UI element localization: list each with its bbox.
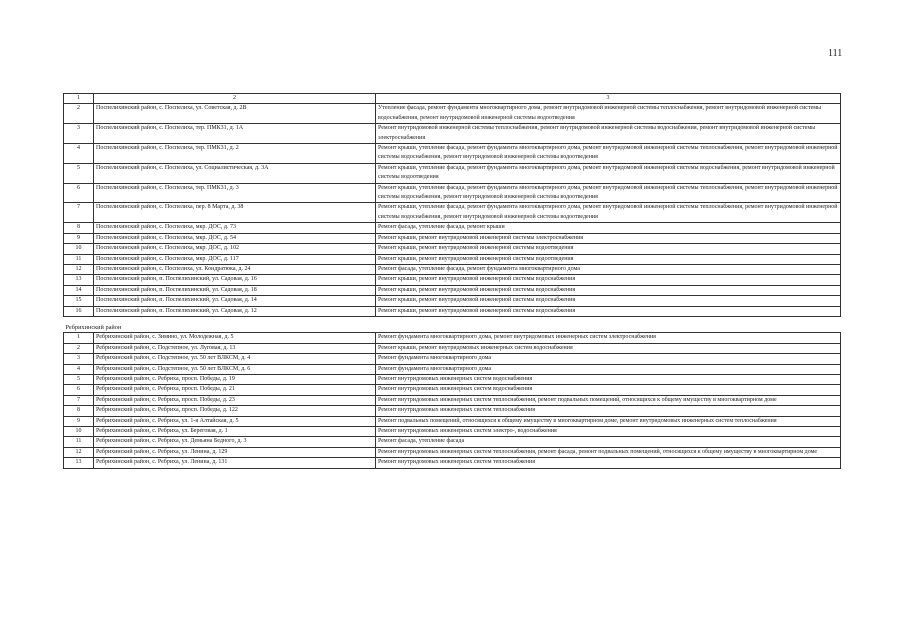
row-address: Поспелихинский район, с. Поспелиха, тер. ПМК31, д. 3 [94,183,376,203]
row-works: Ремонт подвальных помещений, относящихся к общему имуществу в многоквартирном доме, ремонт внутридомовых инженерных систем теплоснабжения [376,416,841,426]
table-header-row [64,94,841,104]
row-number: 14 [64,285,94,295]
row-address: Поспелихинский район, с. Поспелиха, мкр. ДОС, д. 102 [94,244,376,254]
row-number: 1 [64,333,94,343]
table-row [64,244,841,254]
table-row [64,233,841,243]
row-works: Ремонт фундамента многоквартирного дома [376,364,841,374]
row-address: Поспелихинский район, с. Поспелиха, пер. 8 Марта, д. 38 [94,203,376,223]
row-address: Ребрихинский район, с. Ребриха, просп. Победы, д. 23 [94,395,376,405]
row-works: Ремонт фасада, утепление фасада, ремонт фундамента многоквартирного дома [376,264,841,274]
row-number: 3 [64,124,94,144]
row-works: Ремонт фундамента многоквартирного дома, ремонт внутридомовых инженерных систем электроснабжения [376,333,841,343]
table-row [64,104,841,124]
row-address: Ребрихинский район, с. Подстепное, ул. 50 лет ВЛКСМ, д. 6 [94,364,376,374]
row-works: Ремонт внутридомовых инженерных систем электро-, водоснабжения [376,427,841,437]
table-row [64,183,841,203]
row-works: Ремонт фасада, утепление фасада, ремонт крыши [376,223,841,233]
row-works: Ремонт внутридомовой инженерной системы теплоснабжения, ремонт внутридомовой инженерной системы водоснабжения, ремонт внутридомовой инженерной системы электроснабжения [376,124,841,144]
table-row [64,264,841,274]
row-address: Ребрихинский район, с. Ребриха, просп. Победы, д. 21 [94,385,376,395]
row-works: Ремонт крыши, утепление фасада, ремонт фундамента многоквартирного дома, ремонт внутридомовой инженерной системы теплоснабжения, ремонт внутридомовой инженерной системы водоснабжения, ремонт внутридомовой инженерной системы водоотведения [376,144,841,164]
row-address: Ребрихинский район, с. Ребриха, ул. Демьяна Бедного, д. 3 [94,437,376,447]
row-number: 6 [64,183,94,203]
row-number: 16 [64,306,94,316]
row-address: Ребрихинский район, с. Ребриха, ул. Береговая, д. 1 [94,427,376,437]
row-works: Ремонт крыши, ремонт внутридомовых инженерных систем водоснабжения [376,343,841,353]
row-works: Ремонт крыши, ремонт внутридомовой инженерной системы водоотведения [376,254,841,264]
row-works: Ремонт внутридомовых инженерных систем теплоснабжения, ремонт фасада, ремонт подвальных помещений, относящихся к общему имуществу в многоквартирном доме [376,447,841,457]
row-address: Поспелихинский район, с. Поспелиха, мкр. ДОС, д. 117 [94,254,376,264]
row-number: 3 [64,354,94,364]
row-number: 5 [64,163,94,183]
row-number: 15 [64,296,94,306]
row-number: 11 [64,437,94,447]
row-works: Ремонт внутридомовых инженерных систем теплоснабжения [376,458,841,468]
row-works: Ремонт внутридомовых инженерных систем теплоснабжения [376,406,841,416]
row-address: Ребрихинский район, с. Зимино, ул. Молодежная, д. 5 [94,333,376,343]
row-works: Ремонт внутридомовых инженерных систем водоснабжения [376,385,841,395]
row-number: 8 [64,406,94,416]
row-works: Ремонт крыши, ремонт внутридомовой инженерной системы водоотведения [376,244,841,254]
page-number: 111 [828,48,843,59]
row-address: Поспелихинский район, с. Поспелиха, тер. ПМК31, д. 1А [94,124,376,144]
row-address: Поспелихинский район, п. Поспелихинский, ул. Садовая, д. 14 [94,296,376,306]
row-number: 2 [64,343,94,353]
row-address: Поспелихинский район, п. Поспелихинский, ул. Садовая, д. 16 [94,275,376,285]
row-number: 5 [64,374,94,384]
table-row [64,163,841,183]
table-row [64,124,841,144]
row-number: 13 [64,275,94,285]
section-title: Ребрихинский район [65,323,122,331]
row-number: 10 [64,244,94,254]
row-works: Ремонт внутридомовых инженерных систем водоснабжения [376,374,841,384]
row-works: Ремонт фасада, утепление фасада [376,437,841,447]
row-number: 2 [64,104,94,124]
row-address: Поспелихинский район, с. Поспелиха, ул. Кондратюка, д. 24 [94,264,376,274]
row-number: 4 [64,144,94,164]
table-row [64,343,841,353]
row-works: Ремонт крыши, ремонт внутридомовой инженерной системы водоснабжения [376,275,841,285]
row-number: 13 [64,458,94,468]
table-row [64,285,841,295]
table-row [64,364,841,374]
row-address: Ребрихинский район, с. Ребриха, ул. 1-я Алтайская, д. 5 [94,416,376,426]
row-number: 4 [64,364,94,374]
row-number: 6 [64,385,94,395]
row-number: 9 [64,233,94,243]
row-works: Ремонт крыши, утепление фасада, ремонт фундамента многоквартирного дома, ремонт внутридомовой инженерной системы теплоснабжения, ремонт внутридомовой инженерной системы водоснабжения, ремонт внутридомовой инженерной системы водоотведения [376,203,841,223]
row-works: Ремонт крыши, ремонт внутридомовой инженерной системы водоснабжения [376,306,841,316]
row-number: 7 [64,203,94,223]
table-row [64,458,841,468]
row-number: 9 [64,416,94,426]
row-number: 10 [64,427,94,437]
table-row [64,333,841,343]
row-works: Ремонт крыши, ремонт внутридомовой инженерной системы водоснабжения [376,296,841,306]
table-row [64,254,841,264]
table-row [64,447,841,457]
row-number: 7 [64,395,94,405]
row-number: 8 [64,223,94,233]
table-row [64,306,841,316]
header-col-2: 2 [94,94,376,104]
row-address: Ребрихинский район, с. Подстепное, ул. 50 лет ВЛКСМ, д. 4 [94,354,376,364]
table-row [64,406,841,416]
row-works: Ремонт фундамента многоквартирного дома [376,354,841,364]
row-number: 12 [64,264,94,274]
repair-register-table [63,93,841,469]
row-works: Ремонт крыши, ремонт внутридомовой инженерной системы водоснабжения [376,285,841,295]
row-address: Поспелихинский район, п. Поспелихинский, ул. Садовая, д. 18 [94,285,376,295]
row-address: Поспелихинский район, с. Поспелиха, мкр. ДОС, д. 54 [94,233,376,243]
table-row [64,223,841,233]
table-row [64,437,841,447]
header-col-1: 1 [64,94,94,104]
row-works: Ремонт внутридомовых инженерных систем теплоснабжения, ремонт подвальных помещений, относящихся к общему имуществу в многоквартирном доме [376,395,841,405]
row-address: Ребрихинский район, с. Ребриха, ул. Ленина, д. 131 [94,458,376,468]
table-row [64,416,841,426]
table-row [64,296,841,306]
row-works: Ремонт крыши, ремонт внутридомовой инженерной системы электроснабжения [376,233,841,243]
row-number: 12 [64,447,94,457]
row-address: Поспелихинский район, с. Поспелиха, мкр. ДОС, д. 73 [94,223,376,233]
section-heading-row [64,316,841,332]
table-row [64,427,841,437]
row-address: Ребрихинский район, с. Ребриха, ул. Ленина, д. 129 [94,447,376,457]
row-address: Ребрихинский район, с. Ребриха, просп. Победы, д. 122 [94,406,376,416]
row-works: Утепление фасада, ремонт фундамента многоквартирного дома, ремонт внутридомовой инженерной системы теплоснабжения, ремонт внутридомовой инженерной системы водоснабжения, ремонт внутридомовой инженерной системы водоотведения [376,104,841,124]
table-row [64,374,841,384]
row-works: Ремонт крыши, утепление фасада, ремонт фундамента многоквартирного дома, ремонт внутридомовой инженерной системы водоснабжения, ремонт внутридомовой инженерной системы водоотведения [376,163,841,183]
row-number: 11 [64,254,94,264]
table-row [64,385,841,395]
row-address: Ребрихинский район, с. Подстепное, ул. Луговая, д. 13 [94,343,376,353]
row-address: Поспелихинский район, с. Поспелиха, ул. Советская, д. 2В [94,104,376,124]
table-row [64,144,841,164]
row-address: Поспелихинский район, с. Поспелиха, тер. ПМК31, д. 2 [94,144,376,164]
row-address: Поспелихинский район, с. Поспелиха, ул. Социалистическая, д. 3А [94,163,376,183]
table-row [64,275,841,285]
row-works: Ремонт крыши, утепление фасада, ремонт фундамента многоквартирного дома, ремонт внутридомовой инженерной системы теплоснабжения, ремонт внутридомовой инженерной системы водоснабжения, ремонт внутридомовой инженерной системы водоотведения [376,183,841,203]
row-address: Поспелихинский район, п. Поспелихинский, ул. Садовая, д. 12 [94,306,376,316]
header-col-3: 3 [376,94,841,104]
table-row [64,354,841,364]
row-address: Ребрихинский район, с. Ребриха, просп. Победы, д. 19 [94,374,376,384]
table-row [64,203,841,223]
table-row [64,395,841,405]
